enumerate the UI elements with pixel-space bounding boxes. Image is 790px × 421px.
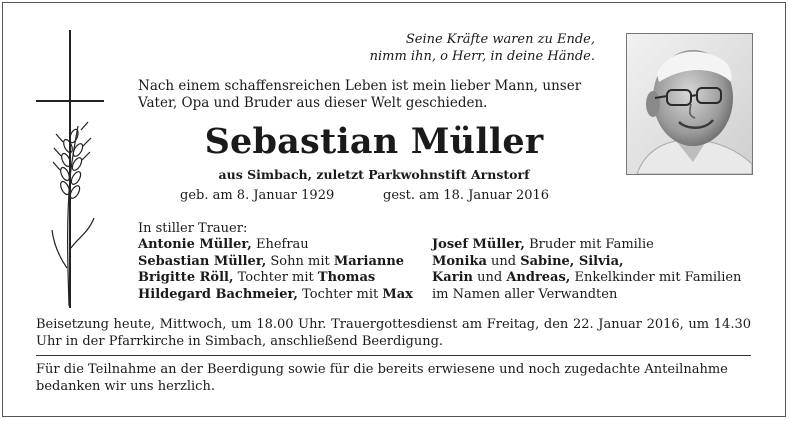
- wheat-ear-icon: [48, 118, 98, 308]
- portrait-photo: [626, 33, 753, 175]
- mourner-name: Antonie Müller,: [138, 237, 252, 252]
- divider: [36, 355, 751, 356]
- mourner-name: Max: [382, 286, 413, 302]
- mourner-relation: Bruder mit Familie: [524, 237, 654, 252]
- mourner-name: Monika: [432, 253, 487, 269]
- mourner-line: [138, 254, 413, 271]
- mourner-relation: Ehefrau: [251, 237, 309, 252]
- mourner-name: Marianne: [333, 253, 405, 269]
- intro-text: [138, 78, 608, 112]
- mourner-relation: Tochter mit: [297, 286, 383, 302]
- mourner-line: [138, 287, 413, 304]
- mourner-line: [138, 270, 413, 287]
- mourner-name: Sabine, Silvia,: [520, 253, 624, 269]
- mourners-left-column: [138, 237, 413, 303]
- intro-line-2: Vater, Opa und Bruder aus dieser Welt geschieden.: [138, 95, 488, 111]
- mourner-name: Sebastian Müller,: [138, 253, 267, 269]
- mourner-relation: Sohn mit: [266, 253, 334, 269]
- mourners-right-column: [432, 237, 741, 303]
- intro-line-1: Nach einem schaffensreichen Leben ist mein lieber Mann, unser: [138, 78, 582, 94]
- thanks-text: Für die Teilnahme an der Beerdigung sowie für die bereits erwiesene und noch zugedachte Anteilnahme bedanken wir uns herzlich.: [36, 362, 728, 394]
- mourner-relation: Tochter mit: [233, 270, 318, 285]
- mourner-line: [432, 237, 741, 254]
- death-date: gest. am 18. Januar 2016: [383, 188, 550, 203]
- mourner-relation: und: [472, 270, 507, 285]
- mourner-name: Karin: [432, 270, 473, 285]
- motto-verse: [360, 31, 595, 65]
- mourner-name: Andreas,: [506, 270, 571, 285]
- motto-line-2: nimm ihn, o Herr, in deine Hände.: [369, 49, 595, 64]
- funeral-details: Beisetzung heute, Mittwoch, um 18.00 Uhr. Trauergottesdienst am Freitag, den 22. Januar 2016, um 14.30 Uhr in der Pfarrkirche in Simbach, anschließend Beerdigung.: [36, 317, 751, 349]
- mourner-name: Thomas: [317, 270, 376, 285]
- mourner-name: Brigitte Röll,: [138, 270, 234, 285]
- deceased-origin: aus Simbach, zuletzt Parkwohnstift Arnstorf: [218, 167, 530, 182]
- cross-icon-crossbar: [36, 100, 104, 102]
- mourner-relation: Enkelkinder mit Familien: [570, 270, 742, 285]
- mourner-line: [432, 254, 741, 271]
- mourner-relation: im Namen aller Verwandten: [432, 286, 618, 302]
- mourner-name: Hildegard Bachmeier,: [138, 286, 298, 302]
- deceased-name: Sebastian Müller: [204, 121, 544, 162]
- mourner-line: [432, 270, 741, 287]
- mourner-line: [138, 237, 413, 254]
- birth-date: geb. am 8. Januar 1929: [180, 188, 335, 203]
- mourner-relation: und: [486, 253, 521, 269]
- mourner-name: Josef Müller,: [432, 237, 525, 252]
- mourner-line: [432, 287, 741, 304]
- mourners-heading: In stiller Trauer:: [138, 221, 248, 236]
- motto-line-1: Seine Kräfte waren zu Ende,: [405, 32, 595, 47]
